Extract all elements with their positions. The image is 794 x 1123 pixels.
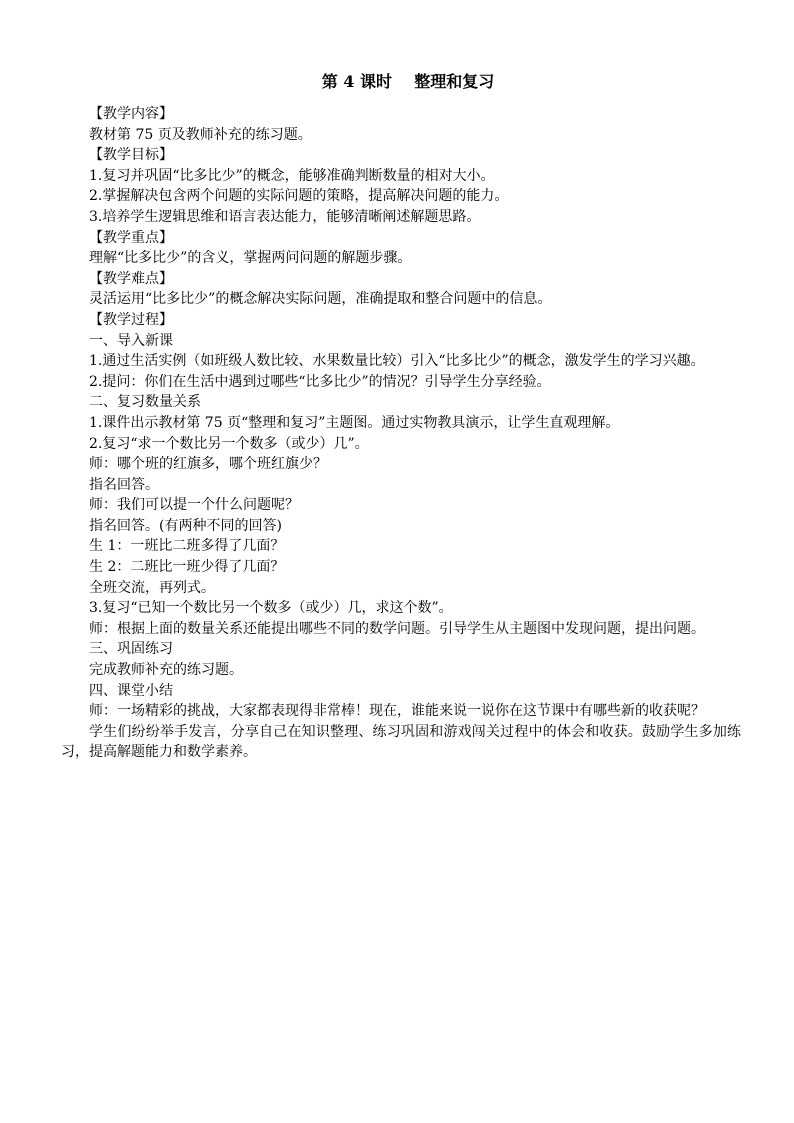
subheading-summary: 四、课堂小结 — [89, 682, 173, 699]
paragraph: 指名回答。 — [89, 476, 159, 493]
paragraph: 教材第 75 页及教师补充的练习题。 — [89, 126, 312, 143]
paragraph: 完成教师补充的练习题。 — [89, 662, 243, 679]
paragraph: 1.课件出示教材第 75 页“整理和复习”主题图。通过实物教具演示，让学生直观理解。 — [89, 414, 620, 431]
paragraph: 师：哪个班的红旗多，哪个班红旗少？ — [89, 456, 327, 473]
paragraph: 学生们纷纷举手发言，分享自己在知识整理、练习巩固和游戏闯关过程中的体会和收获。鼓励学生多加练习，提高解题能力和数学素养。 — [61, 723, 741, 761]
subheading-review: 二、复习数量关系 — [89, 394, 201, 411]
paragraph: 师：我们可以提一个什么问题呢？ — [89, 497, 299, 514]
paragraph: 灵活运用“比多比少”的概念解决实际问题，准确提取和整合问题中的信息。 — [89, 291, 552, 308]
paragraph: 3.复习“已知一个数比另一个数多（或少）几，求这个数”。 — [89, 600, 453, 617]
section-heading-key-points: 【教学重点】 — [89, 229, 173, 246]
paragraph: 生 1：一班比二班多得了几面？ — [89, 538, 285, 555]
paragraph: 2.掌握解决包含两个问题的实际问题的策略，提高解决问题的能力。 — [89, 188, 509, 205]
lesson-title: 第 4 课时 整理和复习 — [321, 72, 495, 91]
section-heading-process: 【教学过程】 — [89, 311, 173, 328]
paragraph: 2.提问：你们在生活中遇到过哪些“比多比少”的情况？引导学生分享经验。 — [89, 373, 551, 390]
paragraph: 1.复习并巩固“比多比少”的概念，能够准确判断数量的相对大小。 — [89, 167, 495, 184]
paragraph: 生 2：二班比一班少得了几面？ — [89, 559, 285, 576]
paragraph: 师：一场精彩的挑战，大家都表现得非常棒！现在，谁能来说一说你在这节课中有哪些新的收获呢？ — [89, 703, 705, 720]
paragraph: 师：根据上面的数量关系还能提出哪些不同的数学问题。引导学生从主题图中发现问题，提出问题。 — [89, 620, 705, 637]
subheading-intro: 一、导入新课 — [89, 332, 173, 349]
subheading-practice: 三、巩固练习 — [89, 641, 173, 658]
paragraph: 全班交流，再列式。 — [89, 579, 215, 596]
paragraph: 指名回答。(有两种不同的回答) — [89, 517, 282, 534]
paragraph: 2.复习“求一个数比另一个数多（或少）几”。 — [89, 435, 369, 452]
paragraph: 理解“比多比少”的含义，掌握两问问题的解题步骤。 — [89, 250, 412, 267]
section-heading-content: 【教学内容】 — [89, 106, 173, 122]
section-heading-difficulties: 【教学难点】 — [89, 270, 173, 287]
document-page — [61, 72, 741, 763]
paragraph: 1.通过生活实例（如班级人数比较、水果数量比较）引入“比多比少”的概念，激发学生的学习兴趣。 — [89, 353, 705, 370]
section-heading-objectives: 【教学目标】 — [89, 147, 173, 164]
paragraph: 3.培养学生逻辑思维和语言表达能力，能够清晰阐述解题思路。 — [89, 208, 481, 225]
